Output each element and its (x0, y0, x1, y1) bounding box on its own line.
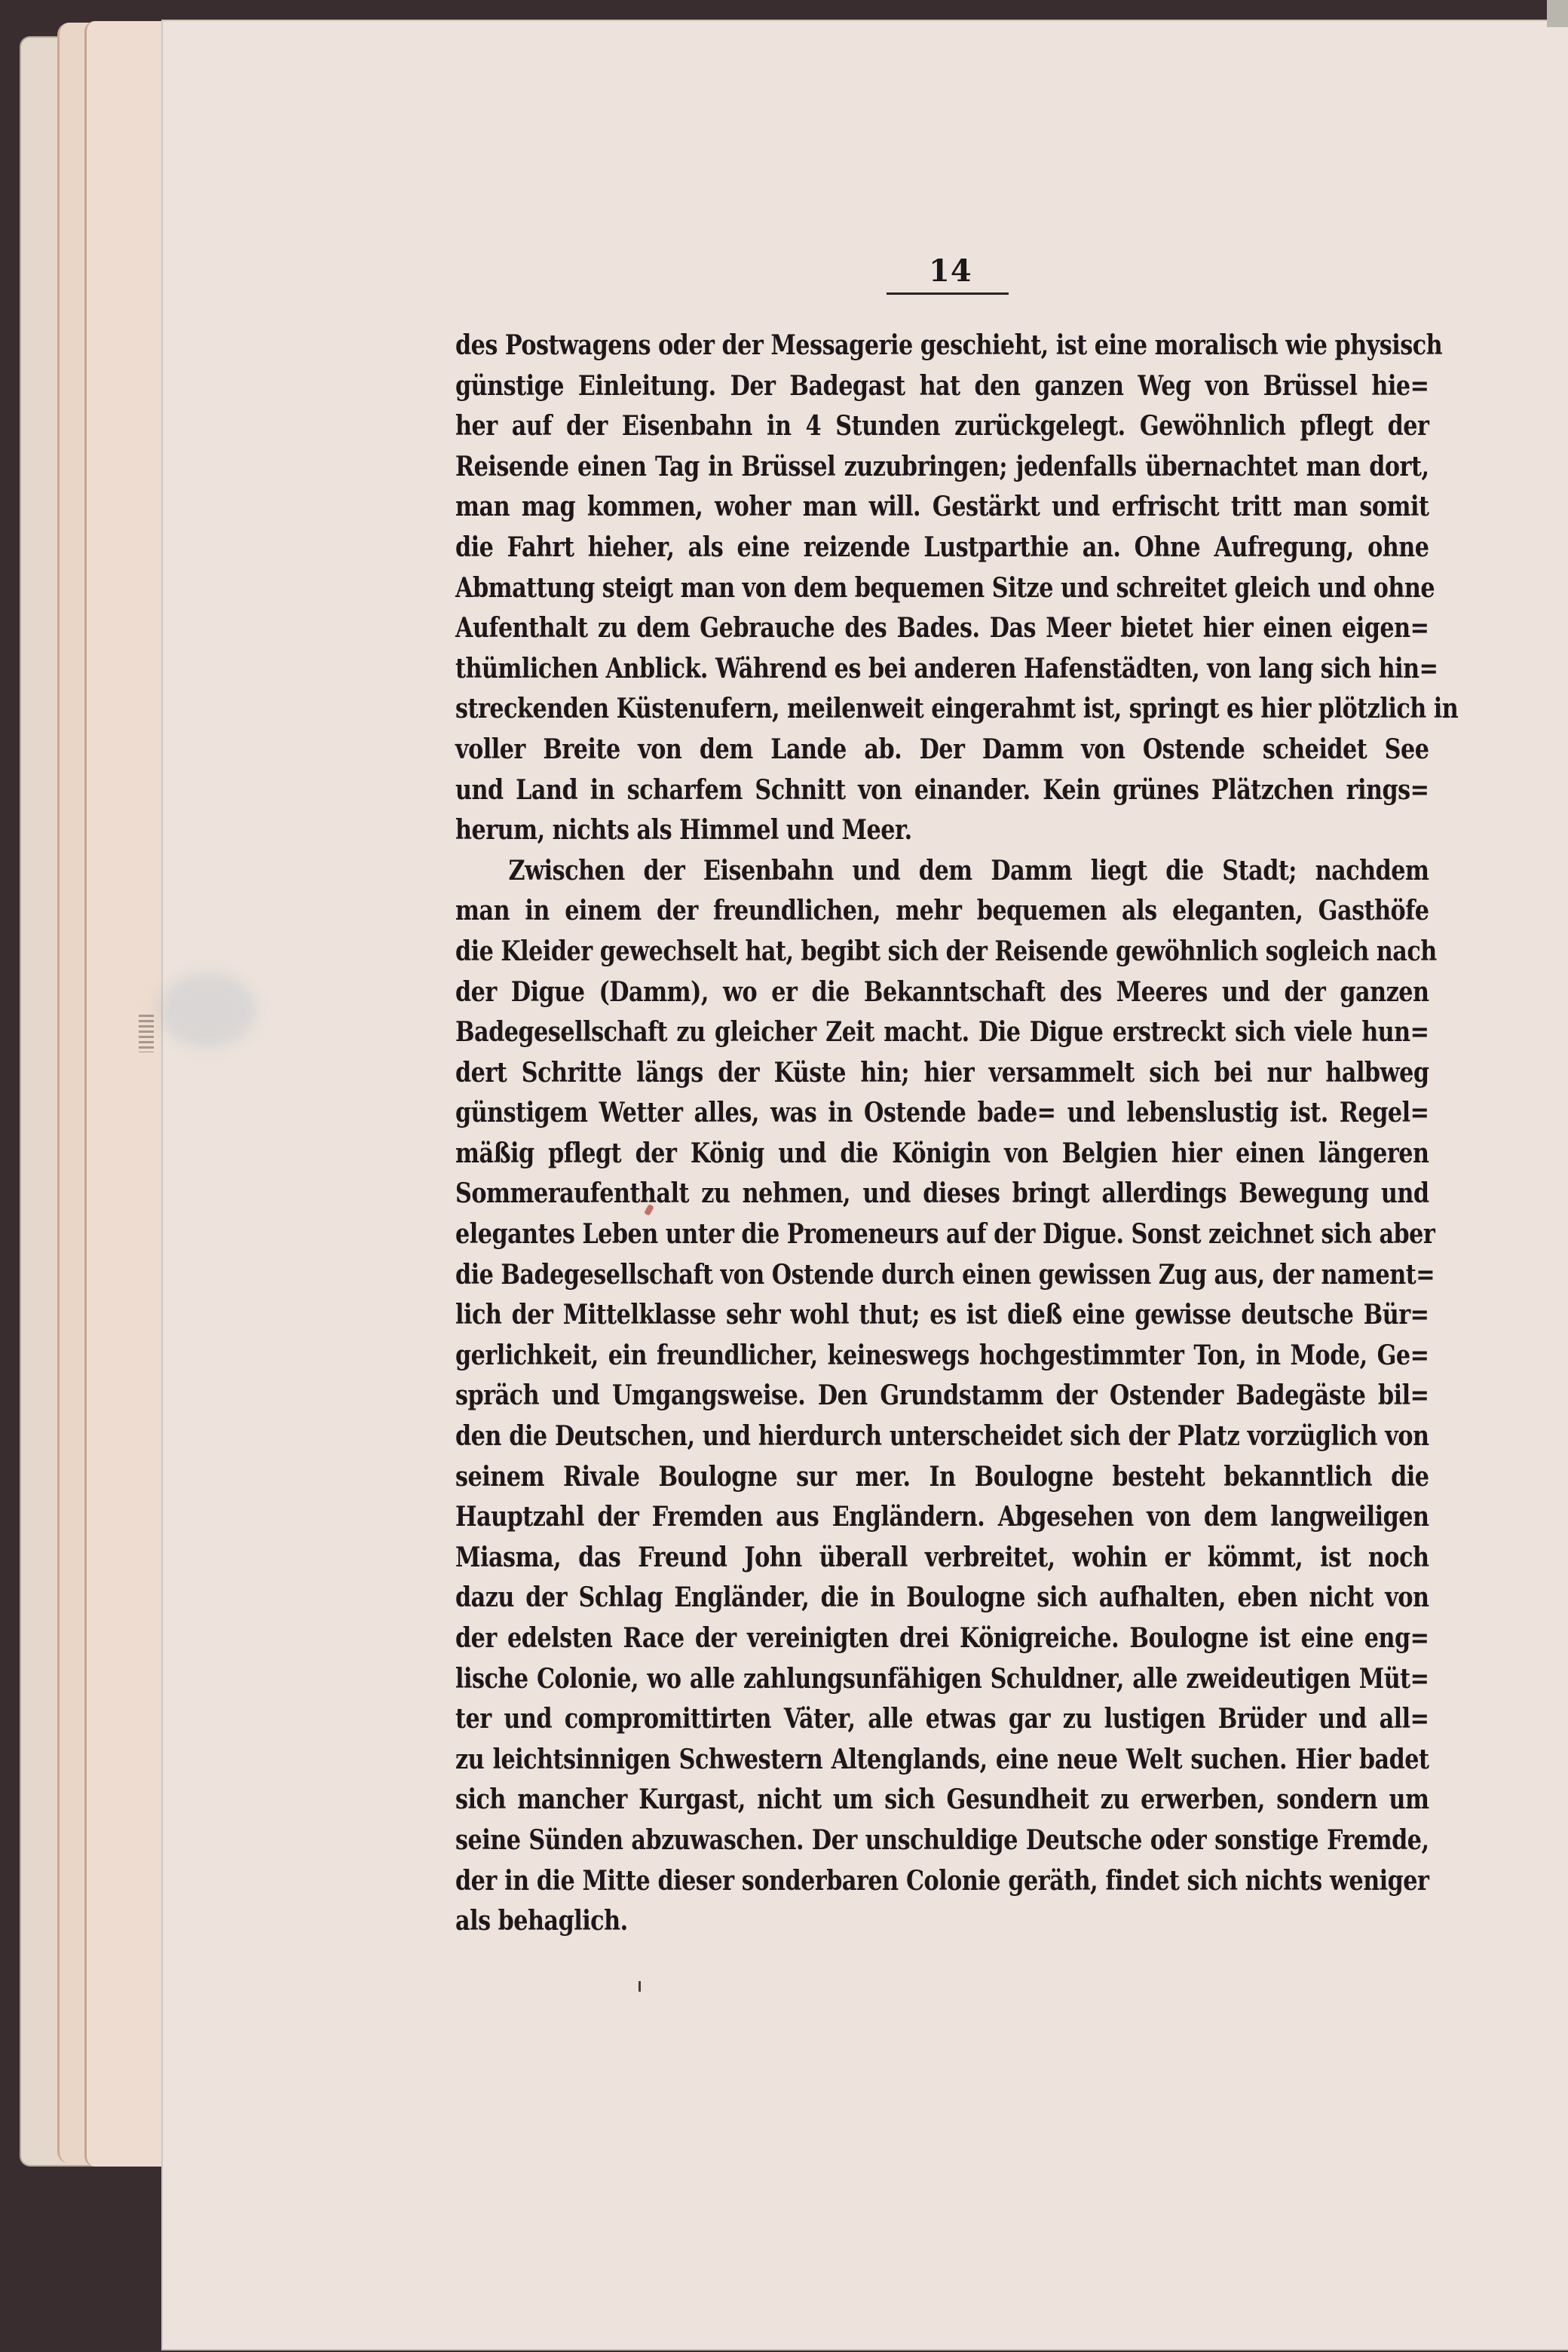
text-line: die Badegesellschaft von Ostende durch einen gewissen Zug aus, der nament= (455, 1258, 1435, 1291)
text-line: der in die Mitte dieser sonderbaren Colonie geräth, findet sich nichts weniger (455, 1864, 1429, 1897)
text-line: man mag kommen, woher man will. Gestärkt und erfrischt tritt man somit (455, 491, 1429, 523)
text-line: günstige Einleitung. Der Badegast hat den ganzen Weg von Brüssel hie= (455, 369, 1429, 402)
text-line: thümlichen Anblick. Während es bei anderen Hafenstädten, von lang sich hin= (455, 652, 1438, 684)
text-line: des Postwagens oder der Messagerie geschieht, ist eine moralisch wie physisch (455, 329, 1443, 361)
text-line: Aufenthalt zu dem Gebrauche des Bades. Das Meer bietet hier einen eigen= (455, 612, 1429, 645)
text-line: seine Sünden abzuwaschen. Der unschuldige Deutsche oder sonstige Fremde, (455, 1824, 1429, 1856)
text-line: Zwischen der Eisenbahn und dem Damm liegt die Stadt; nachdem (508, 854, 1429, 887)
margin-mark (639, 1981, 641, 1992)
text-line: spräch und Umgangsweise. Den Grundstamm der Ostender Badegäste bil= (455, 1380, 1429, 1412)
text-line: dazu der Schlag Engländer, die in Boulogne sich aufhalten, eben nicht von (455, 1582, 1429, 1614)
text-line: der edelsten Race der vereinigten drei Königreiche. Boulogne ist eine eng= (455, 1622, 1429, 1654)
text-line: seinem Rivale Boulogne sur mer. In Boulogne besteht bekanntlich die (455, 1460, 1429, 1493)
text-line: Miasma, das Freund John überall verbreitet, wohin er kömmt, ist noch (455, 1541, 1429, 1573)
text-line: Hauptzahl der Fremden aus Engländern. Abgesehen von dem langweiligen (455, 1501, 1429, 1533)
text-line: streckenden Küstenufern, meilenweit eingerahmt ist, springt es hier plötzlich in (455, 693, 1459, 725)
text-line: und Land in scharfem Schnitt von einander. Kein grünes Plätzchen rings= (455, 773, 1429, 806)
page-number-rule (887, 292, 1009, 295)
text-line: ter und compromittirten Väter, alle etwas gar zu lustigen Brüder und all= (455, 1703, 1429, 1735)
text-line: lich der Mittelklasse sehr wohl thut; es ist dieß eine gewisse deutsche Bür= (455, 1299, 1429, 1331)
text-line: man in einem der freundlichen, mehr bequemen als eleganten, Gasthöfe (455, 895, 1429, 927)
text-line: die Kleider gewechselt hat, begibt sich der Reisende gewöhnlich sogleich nach (455, 935, 1437, 967)
corner-fragment (1547, 0, 1568, 27)
text-line: voller Breite von dem Lande ab. Der Damm von Ostende scheidet See (455, 733, 1429, 765)
body-text (455, 326, 1459, 1942)
text-line: sich mancher Kurgast, nicht um sich Gesundheit zu erwerben, sondern um (455, 1784, 1429, 1816)
text-line: den die Deutschen, und hierdurch unterscheidet sich der Platz vorzüglich von (455, 1420, 1429, 1453)
text-line: Abmattung steigt man von dem bequemen Sitze und schreitet gleich und ohne (455, 571, 1435, 604)
text-line: mäßig pflegt der König und die Königin von Belgien hier einen längeren (455, 1137, 1429, 1169)
text-line: her auf der Eisenbahn in 4 Stunden zurückgelegt. Gewöhnlich pflegt der (455, 410, 1429, 443)
text-line: Badegesellschaft zu gleicher Zeit macht. Die Digue erstreckt sich viele hun= (455, 1016, 1429, 1049)
text-line: als behaglich. (455, 1905, 628, 1937)
ink-specks (139, 1015, 154, 1052)
text-line: Reisende einen Tag in Brüssel zuzubringen; jedenfalls übernachtet man dort, (455, 450, 1429, 482)
text-line: der Digue (Damm), wo er die Bekanntschaft des Meeres und der ganzen (455, 975, 1429, 1008)
text-line: herum, nichts als Himmel und Meer. (455, 814, 912, 847)
text-line: elegantes Leben unter die Promeneurs auf der Digue. Sonst zeichnet sich aber (455, 1218, 1435, 1251)
text-line: Sommeraufenthalt zu nehmen, und dieses bringt allerdings Bewegung und (455, 1178, 1429, 1210)
text-line: zu leichtsinnigen Schwestern Altenglands, eine neue Welt suchen. Hier badet (455, 1743, 1429, 1775)
text-line: dert Schritte längs der Küste hin; hier versammelt sich bei nur halbweg (455, 1056, 1429, 1089)
paper-stain (158, 972, 256, 1048)
text-line: günstigem Wetter alles, was in Ostende bade= und lebenslustig ist. Regel= (455, 1097, 1429, 1129)
text-line: lische Colonie, wo alle zahlungsunfähigen Schuldner, alle zweideutigen Müt= (455, 1662, 1429, 1695)
text-line: die Fahrt hieher, als eine reizende Lustparthie an. Ohne Aufregung, ohne (455, 531, 1429, 563)
page-number: 14 (929, 253, 972, 289)
text-line: gerlichkeit, ein freundlicher, keineswegs hochgestimmter Ton, in Mode, Ge= (455, 1339, 1429, 1371)
